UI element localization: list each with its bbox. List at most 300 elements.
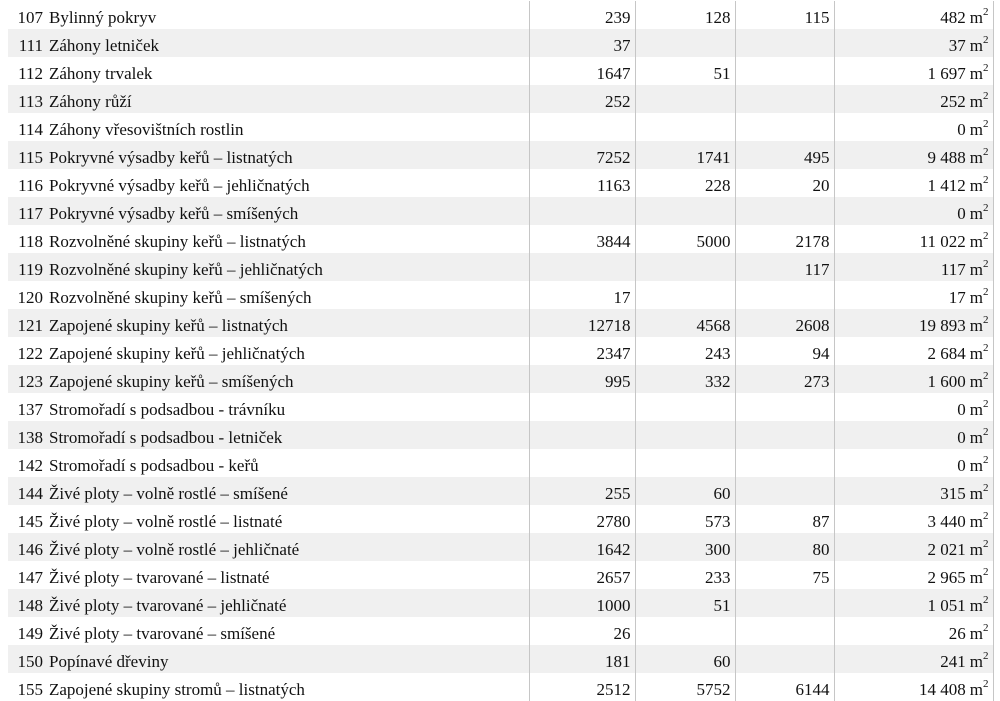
value-cell-b: 60 xyxy=(635,645,735,673)
table-row xyxy=(8,505,993,533)
total-cell xyxy=(834,533,993,561)
table-body xyxy=(8,1,993,701)
unit-exponent: 2 xyxy=(983,90,989,102)
unit-label xyxy=(970,316,989,335)
item-cell xyxy=(8,29,529,57)
unit-label xyxy=(970,344,989,363)
unit-base: m xyxy=(969,204,983,223)
total-value: 315 xyxy=(940,484,966,503)
total-value: 37 xyxy=(948,36,966,55)
item-name: Zapojené skupiny keřů – smíšených xyxy=(49,372,294,391)
total-cell xyxy=(834,589,993,617)
value-cell-c xyxy=(735,589,834,617)
value-cell-b: 573 xyxy=(635,505,735,533)
item-cell xyxy=(8,393,529,421)
item-name: Stromořadí s podsadbou - trávníku xyxy=(49,400,286,419)
table-row xyxy=(8,477,993,505)
item-cell xyxy=(8,673,529,701)
table-row xyxy=(8,337,993,365)
unit-base: m xyxy=(969,372,983,391)
unit-exponent: 2 xyxy=(983,146,989,158)
value-cell-c: 273 xyxy=(735,365,834,393)
item-cell xyxy=(8,169,529,197)
unit-label xyxy=(970,456,989,475)
item-cell xyxy=(8,309,529,337)
unit-label xyxy=(970,232,989,251)
item-cell xyxy=(8,561,529,589)
total-cell xyxy=(834,57,993,85)
value-cell-a: 12718 xyxy=(529,309,635,337)
value-cell-b xyxy=(635,421,735,449)
unit-base: m xyxy=(969,8,983,27)
table-row xyxy=(8,197,993,225)
item-cell xyxy=(8,617,529,645)
unit-exponent: 2 xyxy=(983,314,989,326)
item-code: 145 xyxy=(17,512,43,531)
value-cell-c: 80 xyxy=(735,533,834,561)
value-cell-a: 2512 xyxy=(529,673,635,701)
value-cell-a: 995 xyxy=(529,365,635,393)
total-value: 2 021 xyxy=(927,540,966,559)
item-code: 123 xyxy=(17,372,43,391)
item-name: Zapojené skupiny keřů – jehličnatých xyxy=(49,344,305,363)
unit-base: m xyxy=(969,596,983,615)
item-name: Pokryvné výsadby keřů – listnatých xyxy=(49,148,293,167)
value-cell-c xyxy=(735,449,834,477)
value-cell-b xyxy=(635,281,735,309)
unit-exponent: 2 xyxy=(983,62,989,74)
table-row xyxy=(8,309,993,337)
value-cell-b: 233 xyxy=(635,561,735,589)
total-cell xyxy=(834,85,993,113)
item-code: 149 xyxy=(17,624,43,643)
total-cell xyxy=(834,449,993,477)
value-cell-a: 2347 xyxy=(529,337,635,365)
total-value: 0 xyxy=(957,456,966,475)
item-code: 118 xyxy=(18,232,43,251)
unit-label xyxy=(970,8,989,27)
value-cell-b: 332 xyxy=(635,365,735,393)
unit-label xyxy=(970,120,989,139)
item-code: 121 xyxy=(17,316,43,335)
total-cell xyxy=(834,141,993,169)
unit-exponent: 2 xyxy=(983,482,989,494)
unit-exponent: 2 xyxy=(983,370,989,382)
item-code: 117 xyxy=(18,204,43,223)
unit-exponent: 2 xyxy=(983,118,989,130)
item-cell xyxy=(8,1,529,29)
unit-exponent: 2 xyxy=(983,258,989,270)
item-name: Rozvolněné skupiny keřů – jehličnatých xyxy=(49,260,323,279)
value-cell-b: 243 xyxy=(635,337,735,365)
unit-base: m xyxy=(969,344,983,363)
unit-label xyxy=(970,652,989,671)
unit-base: m xyxy=(969,316,983,335)
value-cell-b: 4568 xyxy=(635,309,735,337)
item-cell xyxy=(8,141,529,169)
total-cell xyxy=(834,197,993,225)
total-cell xyxy=(834,29,993,57)
item-cell xyxy=(8,533,529,561)
total-value: 17 xyxy=(948,288,966,307)
item-cell xyxy=(8,197,529,225)
value-cell-a: 37 xyxy=(529,29,635,57)
value-cell-c: 495 xyxy=(735,141,834,169)
item-name: Záhony trvalek xyxy=(49,64,153,83)
item-name: Živé ploty – volně rostlé – jehličnaté xyxy=(49,540,300,559)
item-cell xyxy=(8,337,529,365)
value-cell-c: 2178 xyxy=(735,225,834,253)
value-cell-b xyxy=(635,253,735,281)
unit-label xyxy=(970,568,989,587)
unit-exponent: 2 xyxy=(983,202,989,214)
value-cell-b: 5752 xyxy=(635,673,735,701)
table-row xyxy=(8,253,993,281)
value-cell-a: 2780 xyxy=(529,505,635,533)
total-cell xyxy=(834,113,993,141)
unit-base: m xyxy=(969,176,983,195)
unit-exponent: 2 xyxy=(983,454,989,466)
unit-base: m xyxy=(969,92,983,111)
unit-base: m xyxy=(969,484,983,503)
total-value: 0 xyxy=(957,428,966,447)
table-row xyxy=(8,449,993,477)
table-row xyxy=(8,141,993,169)
unit-label xyxy=(970,372,989,391)
value-cell-b: 5000 xyxy=(635,225,735,253)
item-code: 111 xyxy=(18,36,43,55)
unit-base: m xyxy=(969,288,983,307)
total-cell xyxy=(834,505,993,533)
total-cell xyxy=(834,617,993,645)
value-cell-b: 1741 xyxy=(635,141,735,169)
value-cell-c: 2608 xyxy=(735,309,834,337)
unit-label xyxy=(970,512,989,531)
total-cell xyxy=(834,365,993,393)
item-code: 113 xyxy=(18,92,43,111)
value-cell-b: 228 xyxy=(635,169,735,197)
value-cell-c: 20 xyxy=(735,169,834,197)
total-cell xyxy=(834,645,993,673)
total-value: 1 600 xyxy=(927,372,966,391)
item-name: Pokryvné výsadby keřů – jehličnatých xyxy=(49,176,310,195)
item-name: Bylinný pokryv xyxy=(49,8,157,27)
value-cell-b xyxy=(635,113,735,141)
unit-label xyxy=(970,428,989,447)
unit-exponent: 2 xyxy=(983,230,989,242)
unit-exponent: 2 xyxy=(983,510,989,522)
item-code: 115 xyxy=(18,148,43,167)
item-cell xyxy=(8,57,529,85)
unit-label xyxy=(970,176,989,195)
unit-label xyxy=(970,680,989,699)
total-cell xyxy=(834,561,993,589)
total-value: 0 xyxy=(957,400,966,419)
unit-label xyxy=(970,260,989,279)
table-row xyxy=(8,1,993,29)
unit-base: m xyxy=(969,680,983,699)
unit-exponent: 2 xyxy=(983,678,989,690)
value-cell-a: 1647 xyxy=(529,57,635,85)
unit-exponent: 2 xyxy=(983,34,989,46)
total-value: 1 697 xyxy=(927,64,966,83)
table-row xyxy=(8,617,993,645)
item-name: Pokryvné výsadby keřů – smíšených xyxy=(49,204,299,223)
total-cell xyxy=(834,337,993,365)
value-cell-a: 1000 xyxy=(529,589,635,617)
total-value: 3 440 xyxy=(927,512,966,531)
total-cell xyxy=(834,421,993,449)
value-cell-c: 75 xyxy=(735,561,834,589)
table-row xyxy=(8,57,993,85)
value-cell-c: 94 xyxy=(735,337,834,365)
value-cell-c xyxy=(735,113,834,141)
unit-label xyxy=(970,484,989,503)
item-code: 120 xyxy=(17,288,43,307)
value-cell-a: 7252 xyxy=(529,141,635,169)
value-cell-c: 87 xyxy=(735,505,834,533)
item-cell xyxy=(8,477,529,505)
total-cell xyxy=(834,673,993,701)
unit-base: m xyxy=(969,260,983,279)
value-cell-a xyxy=(529,113,635,141)
value-cell-a: 239 xyxy=(529,1,635,29)
value-cell-a: 17 xyxy=(529,281,635,309)
unit-exponent: 2 xyxy=(983,6,989,18)
item-name: Záhony letniček xyxy=(49,36,159,55)
table-row xyxy=(8,169,993,197)
item-cell xyxy=(8,85,529,113)
total-cell xyxy=(834,309,993,337)
item-name: Živé ploty – volně rostlé – listnaté xyxy=(49,512,283,531)
item-code: 107 xyxy=(17,8,43,27)
item-name: Živé ploty – tvarované – listnaté xyxy=(49,568,270,587)
unit-exponent: 2 xyxy=(983,622,989,634)
unit-label xyxy=(970,92,989,111)
value-cell-c xyxy=(735,85,834,113)
total-value: 0 xyxy=(957,120,966,139)
value-cell-c: 117 xyxy=(735,253,834,281)
unit-exponent: 2 xyxy=(983,594,989,606)
item-code: 114 xyxy=(18,120,43,139)
item-name: Živé ploty – tvarované – jehličnaté xyxy=(49,596,287,615)
unit-base: m xyxy=(969,652,983,671)
total-value: 2 684 xyxy=(927,344,966,363)
table-row xyxy=(8,281,993,309)
value-cell-c xyxy=(735,281,834,309)
item-cell xyxy=(8,281,529,309)
value-cell-c xyxy=(735,57,834,85)
value-cell-c xyxy=(735,421,834,449)
table-row xyxy=(8,393,993,421)
unit-label xyxy=(970,400,989,419)
total-cell xyxy=(834,169,993,197)
total-value: 1 051 xyxy=(927,596,966,615)
total-value: 9 488 xyxy=(927,148,966,167)
item-code: 148 xyxy=(17,596,43,615)
item-cell xyxy=(8,225,529,253)
value-cell-c xyxy=(735,617,834,645)
value-cell-a: 3844 xyxy=(529,225,635,253)
table-row xyxy=(8,29,993,57)
unit-exponent: 2 xyxy=(983,650,989,662)
value-cell-a xyxy=(529,197,635,225)
unit-label xyxy=(970,64,989,83)
item-name: Živé ploty – volně rostlé – smíšené xyxy=(49,484,288,503)
value-cell-a: 2657 xyxy=(529,561,635,589)
value-cell-c xyxy=(735,197,834,225)
total-value: 11 022 xyxy=(919,232,966,251)
item-code: 147 xyxy=(17,568,43,587)
value-cell-a: 1163 xyxy=(529,169,635,197)
item-name: Popínavé dřeviny xyxy=(49,652,169,671)
item-name: Záhony růží xyxy=(49,92,132,111)
total-cell xyxy=(834,1,993,29)
unit-base: m xyxy=(969,456,983,475)
total-value: 117 xyxy=(940,260,966,279)
item-cell xyxy=(8,365,529,393)
total-cell xyxy=(834,477,993,505)
value-cell-b xyxy=(635,29,735,57)
unit-label xyxy=(970,624,989,643)
value-cell-c xyxy=(735,645,834,673)
unit-exponent: 2 xyxy=(983,398,989,410)
item-cell xyxy=(8,421,529,449)
unit-exponent: 2 xyxy=(983,286,989,298)
item-name: Stromořadí s podsadbou - keřů xyxy=(49,456,259,475)
item-cell xyxy=(8,589,529,617)
total-value: 2 965 xyxy=(927,568,966,587)
value-cell-b xyxy=(635,449,735,477)
unit-base: m xyxy=(969,624,983,643)
total-value: 1 412 xyxy=(927,176,966,195)
item-code: 150 xyxy=(17,652,43,671)
value-cell-c: 6144 xyxy=(735,673,834,701)
value-cell-b xyxy=(635,85,735,113)
unit-exponent: 2 xyxy=(983,538,989,550)
item-name: Rozvolněné skupiny keřů – listnatých xyxy=(49,232,306,251)
unit-base: m xyxy=(969,428,983,447)
value-cell-a: 26 xyxy=(529,617,635,645)
table-row xyxy=(8,113,993,141)
total-value: 19 893 xyxy=(919,316,966,335)
value-cell-a: 252 xyxy=(529,85,635,113)
table-row xyxy=(8,589,993,617)
unit-exponent: 2 xyxy=(983,342,989,354)
item-code: 119 xyxy=(18,260,43,279)
total-cell xyxy=(834,281,993,309)
value-cell-c xyxy=(735,29,834,57)
item-code: 122 xyxy=(17,344,43,363)
unit-label xyxy=(970,596,989,615)
value-cell-a: 181 xyxy=(529,645,635,673)
total-value: 241 xyxy=(940,652,966,671)
value-cell-c: 115 xyxy=(735,1,834,29)
table-row xyxy=(8,225,993,253)
unit-label xyxy=(970,540,989,559)
item-name: Stromořadí s podsadbou - letniček xyxy=(49,428,283,447)
total-value: 482 xyxy=(940,8,966,27)
value-cell-c xyxy=(735,477,834,505)
item-cell xyxy=(8,505,529,533)
unit-base: m xyxy=(969,148,983,167)
item-code: 137 xyxy=(17,400,43,419)
unit-label xyxy=(970,148,989,167)
item-name: Zapojené skupiny keřů – listnatých xyxy=(49,316,288,335)
unit-base: m xyxy=(969,64,983,83)
value-cell-a xyxy=(529,449,635,477)
unit-base: m xyxy=(969,36,983,55)
unit-base: m xyxy=(969,568,983,587)
item-code: 138 xyxy=(17,428,43,447)
item-name: Rozvolněné skupiny keřů – smíšených xyxy=(49,288,312,307)
item-code: 144 xyxy=(17,484,43,503)
total-value: 0 xyxy=(957,204,966,223)
value-cell-b: 51 xyxy=(635,57,735,85)
unit-label xyxy=(970,204,989,223)
unit-base: m xyxy=(969,232,983,251)
unit-base: m xyxy=(969,120,983,139)
area-table xyxy=(8,1,994,701)
value-cell-b: 300 xyxy=(635,533,735,561)
item-cell xyxy=(8,113,529,141)
table-row xyxy=(8,365,993,393)
total-cell xyxy=(834,393,993,421)
value-cell-b xyxy=(635,617,735,645)
unit-exponent: 2 xyxy=(983,174,989,186)
total-value: 252 xyxy=(940,92,966,111)
table-row xyxy=(8,561,993,589)
item-code: 146 xyxy=(17,540,43,559)
unit-label xyxy=(970,36,989,55)
item-name: Živé ploty – tvarované – smíšené xyxy=(49,624,276,643)
item-code: 155 xyxy=(17,680,43,699)
unit-base: m xyxy=(969,512,983,531)
item-code: 116 xyxy=(18,176,43,195)
item-name: Záhony vřesovištních rostlin xyxy=(49,120,244,139)
total-value: 14 408 xyxy=(919,680,966,699)
value-cell-b: 60 xyxy=(635,477,735,505)
item-cell xyxy=(8,253,529,281)
value-cell-a xyxy=(529,421,635,449)
unit-label xyxy=(970,288,989,307)
value-cell-b: 128 xyxy=(635,1,735,29)
value-cell-a xyxy=(529,393,635,421)
total-cell xyxy=(834,253,993,281)
unit-base: m xyxy=(969,400,983,419)
value-cell-a: 255 xyxy=(529,477,635,505)
value-cell-c xyxy=(735,393,834,421)
value-cell-a: 1642 xyxy=(529,533,635,561)
value-cell-a xyxy=(529,253,635,281)
value-cell-b xyxy=(635,393,735,421)
unit-exponent: 2 xyxy=(983,426,989,438)
table-row xyxy=(8,645,993,673)
total-cell xyxy=(834,225,993,253)
table-row xyxy=(8,533,993,561)
item-code: 142 xyxy=(17,456,43,475)
unit-exponent: 2 xyxy=(983,566,989,578)
table-row xyxy=(8,85,993,113)
table-row xyxy=(8,421,993,449)
total-value: 26 xyxy=(948,624,966,643)
item-name: Zapojené skupiny stromů – listnatých xyxy=(49,680,305,699)
item-cell xyxy=(8,645,529,673)
table-row xyxy=(8,673,993,701)
item-code: 112 xyxy=(18,64,43,83)
value-cell-b xyxy=(635,197,735,225)
unit-base: m xyxy=(969,540,983,559)
